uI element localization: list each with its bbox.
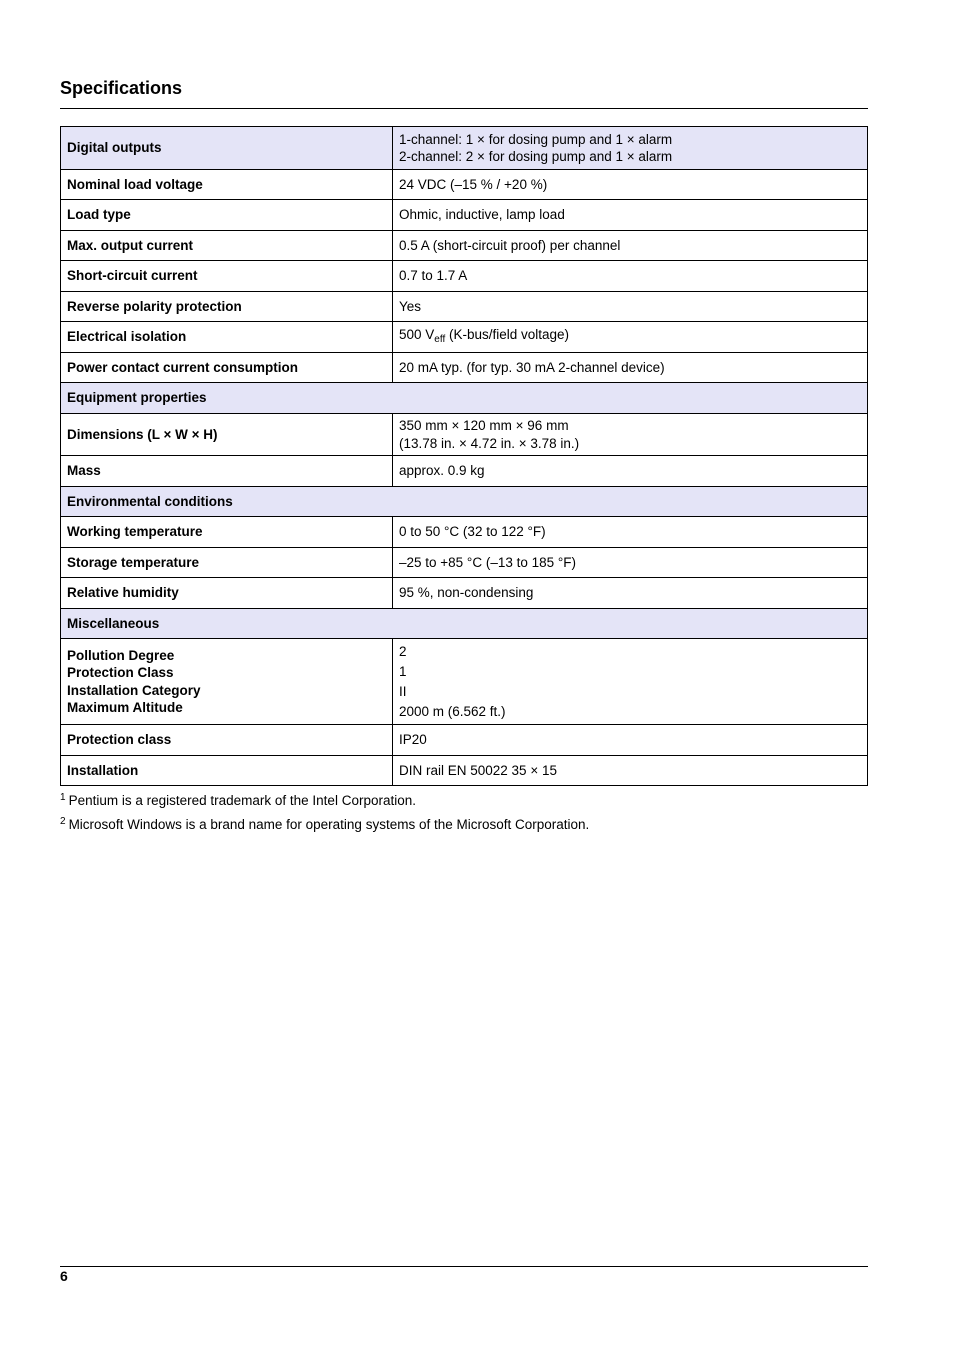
row-value: Ohmic, inductive, lamp load: [393, 200, 868, 231]
misc-value: 1: [399, 663, 407, 679]
table-row: [61, 517, 868, 548]
row-label: Dimensions (L × W × H): [61, 414, 393, 456]
row-value: [393, 127, 868, 170]
value-text: (K-bus/field voltage): [445, 326, 570, 342]
table-row: [61, 322, 868, 353]
value-line: (13.78 in. × 4.72 in. × 3.78 in.): [399, 435, 580, 451]
row-value: –25 to +85 °C (–13 to 185 °F): [393, 548, 868, 578]
row-value: IP20: [393, 725, 868, 756]
footnote-text: Pentium is a registered trademark of the Intel Corporation.: [68, 793, 416, 808]
table-row: [61, 456, 868, 487]
table-row: [61, 414, 868, 456]
row-label: [61, 639, 393, 725]
footer-divider: [60, 1266, 868, 1267]
section-heading: Environmental conditions: [61, 487, 868, 517]
row-label: Protection class: [61, 725, 393, 756]
row-label: Nominal load voltage: [61, 170, 393, 200]
row-value: 24 VDC (–15 % / +20 %): [393, 170, 868, 200]
footnote-text: Microsoft Windows is a brand name for operating systems of the Microsoft Corporation.: [68, 817, 590, 832]
row-value: 0 to 50 °C (32 to 122 °F): [393, 517, 868, 548]
row-label: Digital outputs: [61, 127, 393, 170]
row-value: [393, 639, 868, 725]
footnote-marker: 1: [60, 792, 66, 803]
misc-label: Pollution Degree: [67, 647, 175, 663]
row-label: Relative humidity: [61, 578, 393, 609]
misc-label: Installation Category: [67, 682, 201, 698]
row-value: 95 %, non-condensing: [393, 578, 868, 609]
footnote: [60, 816, 589, 832]
page-number: 6: [60, 1268, 68, 1284]
row-label: Electrical isolation: [61, 322, 393, 353]
value-line: 2-channel: 2 × for dosing pump and 1 × alarm: [399, 149, 673, 164]
table-row: [61, 548, 868, 578]
row-label: Load type: [61, 200, 393, 231]
section-heading: Equipment properties: [61, 383, 868, 414]
row-label: Mass: [61, 456, 393, 487]
table-row: [61, 127, 868, 170]
row-value: Yes: [393, 292, 868, 322]
row-label: Storage temperature: [61, 548, 393, 578]
table-row: [61, 170, 868, 200]
table-row: [61, 292, 868, 322]
table-row: [61, 261, 868, 292]
row-value: 0.5 A (short-circuit proof) per channel: [393, 231, 868, 261]
misc-value: 2: [399, 643, 407, 659]
row-value: [393, 322, 868, 353]
row-label: Power contact current consumption: [61, 353, 393, 383]
value-text: 500 V: [399, 326, 435, 342]
misc-value: II: [399, 683, 407, 699]
table-row: [61, 231, 868, 261]
misc-value: 2000 m (6.562 ft.): [399, 703, 506, 719]
page-title: Specifications: [60, 78, 183, 98]
table-row: [61, 200, 868, 231]
footnote: [60, 792, 416, 808]
row-label: Short-circuit current: [61, 261, 393, 292]
table-row: [61, 639, 868, 725]
value-subscript: eff: [434, 333, 446, 345]
table-row: [61, 578, 868, 609]
section-row: [61, 609, 868, 639]
value-line: 350 mm × 120 mm × 96 mm: [399, 418, 569, 433]
row-label: Installation: [61, 756, 393, 786]
row-value: [393, 414, 868, 456]
misc-label: Maximum Altitude: [67, 700, 183, 715]
section-row: [61, 383, 868, 414]
row-value: DIN rail EN 50022 35 × 15: [393, 756, 868, 786]
row-value: 0.7 to 1.7 A: [393, 261, 868, 292]
footnote-marker: 2: [60, 816, 66, 827]
row-label: Working temperature: [61, 517, 393, 548]
row-value: 20 mA typ. (for typ. 30 mA 2-channel device): [393, 353, 868, 383]
row-value: approx. 0.9 kg: [393, 456, 868, 487]
section-row: [61, 487, 868, 517]
row-label: Reverse polarity protection: [61, 292, 393, 322]
title-divider: [60, 108, 868, 109]
row-label: Max. output current: [61, 231, 393, 261]
table-row: [61, 725, 868, 756]
value-line: 1-channel: 1 × for dosing pump and 1 × alarm: [399, 131, 673, 147]
table-row: [61, 756, 868, 786]
table-row: [61, 353, 868, 383]
specifications-table: [60, 126, 868, 786]
section-heading: Miscellaneous: [61, 609, 868, 639]
misc-label: Protection Class: [67, 665, 174, 680]
